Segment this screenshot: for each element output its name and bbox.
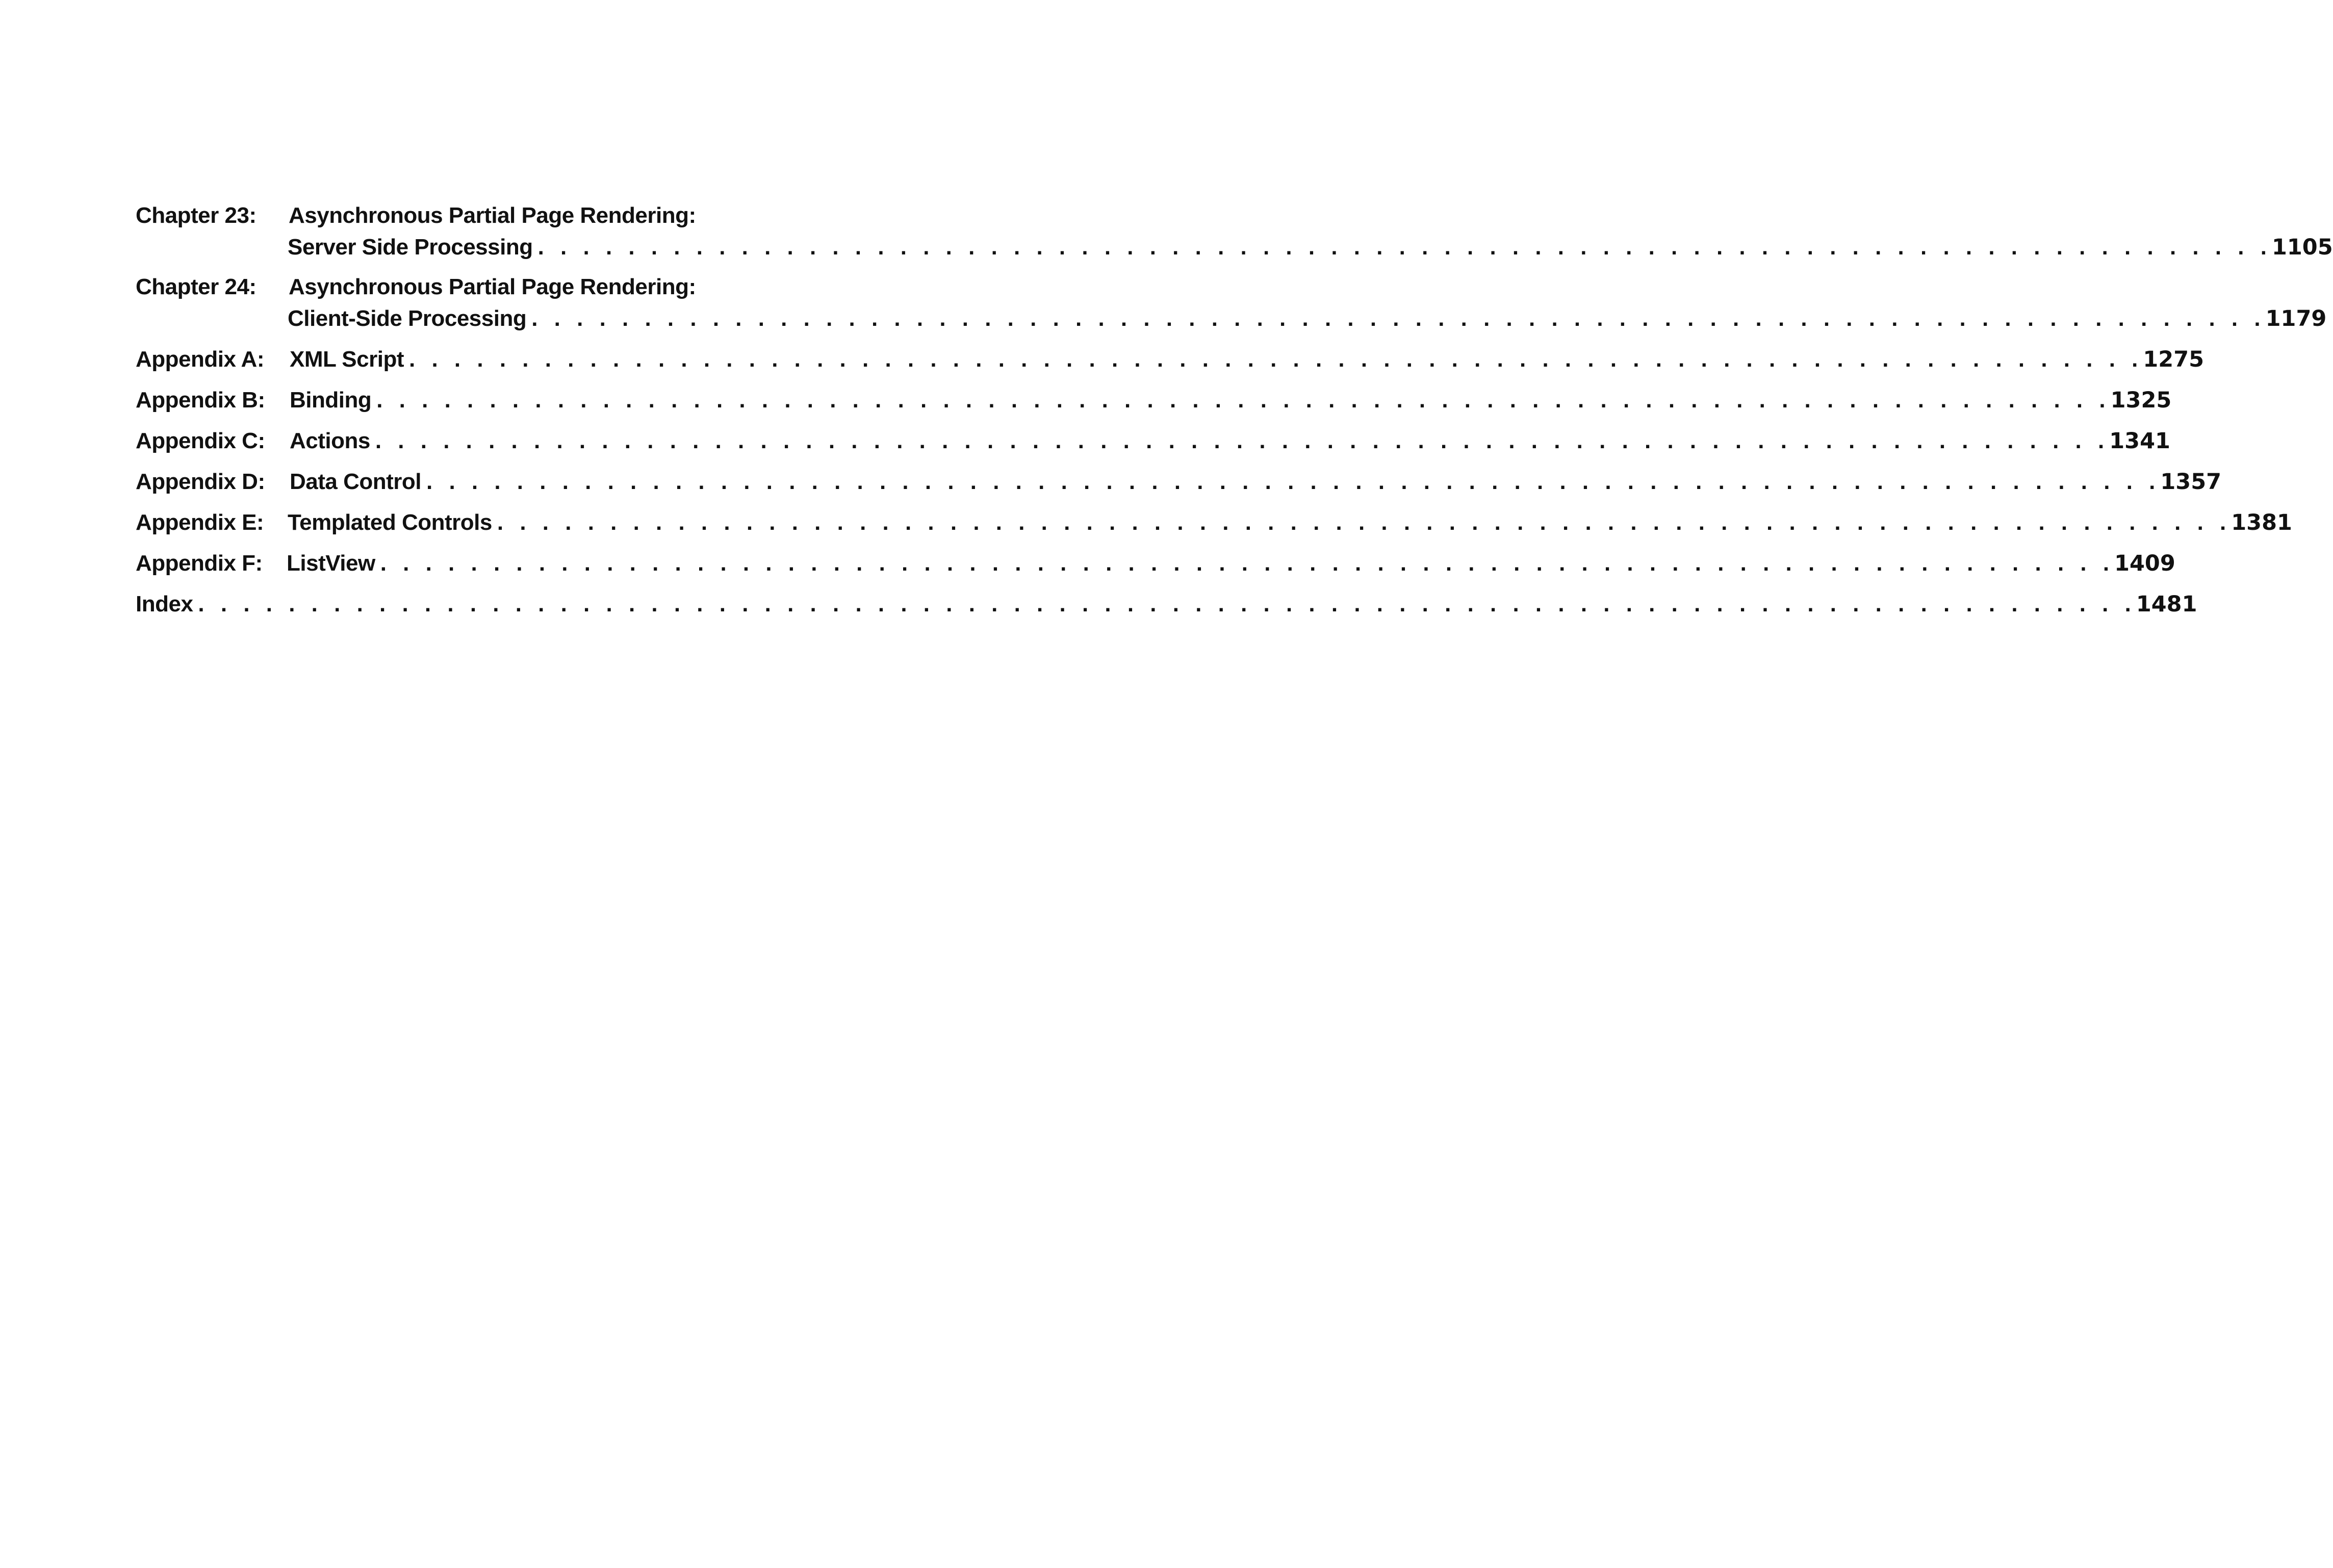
dot-leader: . . . . . . . . . . . . . . . . . . . . . . . . . . . . . . . . . . . . . . . . . . . . . . . . . . . . . . . . . . . . . . . . . . . . . . . . . . . . . — [537, 235, 2272, 260]
toc-entry-label: Chapter 24: — [136, 274, 257, 299]
toc-entry-appendix-c — [136, 425, 2170, 457]
table-of-contents — [136, 200, 2333, 620]
toc-entry-label: Appendix B: — [136, 388, 265, 413]
toc-entry-title-line2: Server Side Processing — [288, 232, 538, 263]
toc-entry-page-number: 1105 — [2271, 235, 2333, 260]
toc-entry-label: Chapter 23: — [136, 203, 257, 228]
toc-entry-chapter-23 — [136, 200, 2333, 263]
toc-entry-page-number: 1481 — [2136, 592, 2197, 617]
toc-entry-appendix-e — [136, 507, 2292, 538]
toc-entry-appendix-b — [136, 384, 2172, 416]
toc-entry-page-number: 1275 — [2143, 347, 2204, 372]
dot-leader: . . . . . . . . . . . . . . . . . . . . . . . . . . . . . . . . . . . . . . . . . . . . . . . . . . . . . . . . . . . . . . . . . . . . . . . . . . . . . — [531, 306, 2266, 331]
toc-entry-title: Actions — [290, 425, 375, 457]
toc-entry-label: Appendix A: — [136, 347, 264, 372]
toc-entry-page-number: 1357 — [2160, 469, 2222, 495]
toc-entry-chapter-24 — [136, 271, 2327, 335]
toc-entry-page-number: 1409 — [2114, 551, 2175, 576]
toc-entry-title: Data Control — [290, 466, 426, 498]
toc-entry-title-line2: Client-Side Processing — [288, 303, 531, 335]
dot-leader: . . . . . . . . . . . . . . . . . . . . . . . . . . . . . . . . . . . . . . . . . . . . . . . . . . . . . . . . . . . . . . . . . . . . . . . . . . . . . — [376, 388, 2111, 413]
toc-entry-title: ListView — [287, 548, 380, 579]
toc-entry-label: Appendix C: — [136, 428, 265, 453]
toc-entry-page-number: 1179 — [2265, 306, 2327, 331]
dot-leader: . . . . . . . . . . . . . . . . . . . . . . . . . . . . . . . . . . . . . . . . . . . . . . . . . . . . . . . . . . . . . . . . . . . . . . . . . . . . . — [426, 469, 2161, 494]
toc-entry-label: Appendix F: — [136, 551, 263, 576]
toc-entry-appendix-a — [136, 344, 2204, 375]
toc-entry-label: Appendix D: — [136, 469, 265, 494]
dot-leader: . . . . . . . . . . . . . . . . . . . . . . . . . . . . . . . . . . . . . . . . . . . . . . . . . . . . . . . . . . . . . . . . . . . . . . . . . . . . . — [375, 428, 2110, 453]
toc-entry-label: Appendix E: — [136, 510, 264, 535]
dot-leader: . . . . . . . . . . . . . . . . . . . . . . . . . . . . . . . . . . . . . . . . . . . . . . . . . . . . . . . . . . . . . . . . . . . . . . . . . . . . . . . . . . . . . . — [198, 592, 2136, 616]
toc-entry-title-line1: Asynchronous Partial Page Rendering: — [289, 274, 696, 299]
toc-entry-title: Index — [136, 588, 198, 620]
toc-entry-title-line1: Asynchronous Partial Page Rendering: — [289, 203, 696, 228]
toc-entry-title: Binding — [290, 384, 376, 416]
toc-entry-title: Templated Controls — [288, 507, 497, 538]
dot-leader: . . . . . . . . . . . . . . . . . . . . . . . . . . . . . . . . . . . . . . . . . . . . . . . . . . . . . . . . . . . . . . . . . . . . . . . . . . . . . — [409, 347, 2143, 372]
toc-entry-page-number: 1325 — [2110, 388, 2172, 413]
dot-leader: . . . . . . . . . . . . . . . . . . . . . . . . . . . . . . . . . . . . . . . . . . . . . . . . . . . . . . . . . . . . . . . . . . . . . . . . . . . . . — [497, 510, 2232, 535]
toc-entry-title: XML Script — [290, 344, 409, 375]
toc-entry-page-number: 1381 — [2231, 510, 2292, 535]
dot-leader: . . . . . . . . . . . . . . . . . . . . . . . . . . . . . . . . . . . . . . . . . . . . . . . . . . . . . . . . . . . . . . . . . . . . . . . . . . . . . — [380, 551, 2115, 576]
toc-entry-appendix-d — [136, 466, 2222, 498]
toc-entry-index — [136, 588, 2197, 620]
toc-entry-page-number: 1341 — [2109, 428, 2170, 454]
toc-entry-appendix-f — [136, 548, 2175, 579]
